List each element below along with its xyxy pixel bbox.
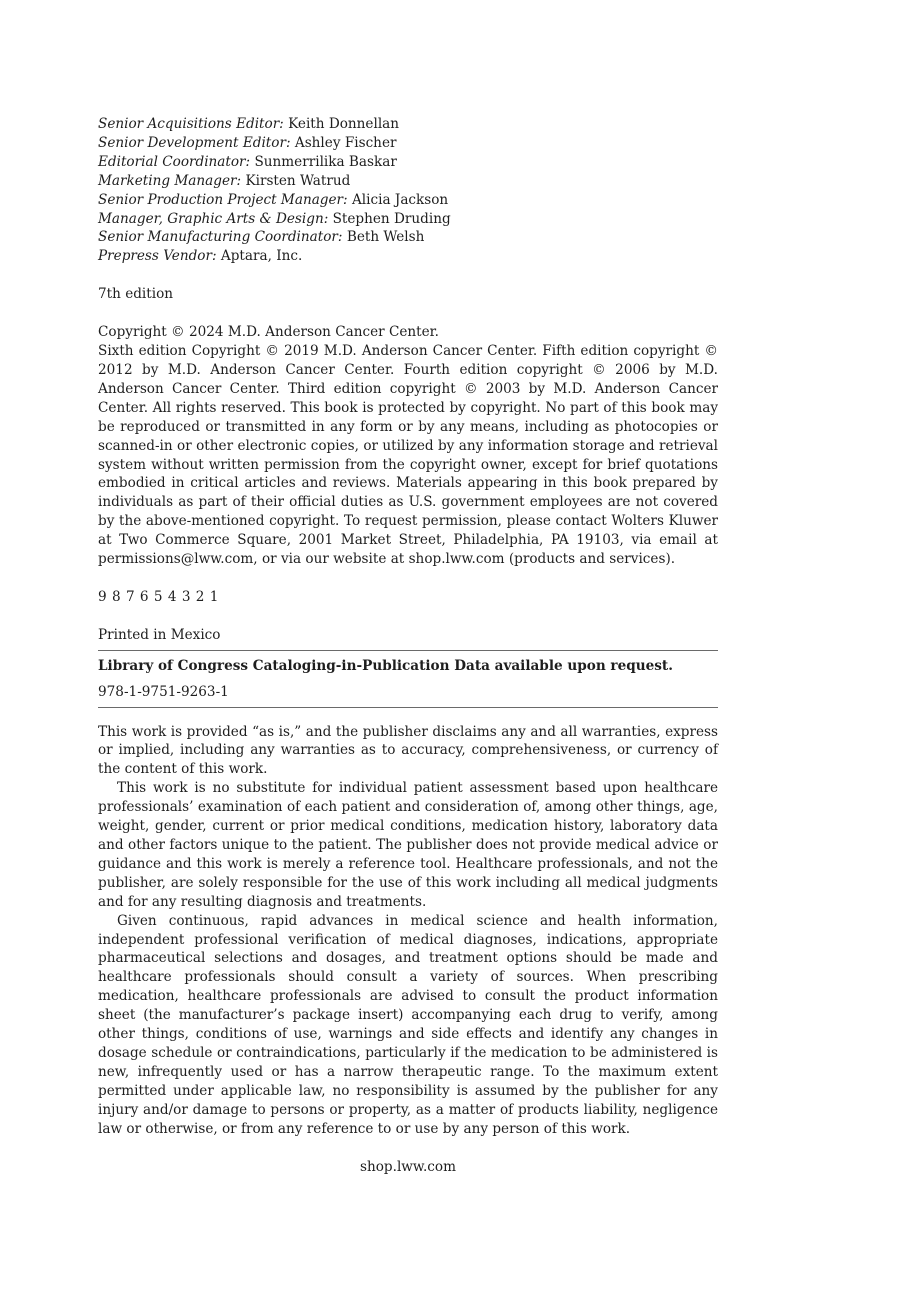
- disclaimer-section: [98, 723, 718, 1139]
- printed-in-line: Printed in Mexico: [98, 626, 221, 643]
- credit-role: Marketing Manager:: [98, 172, 242, 189]
- credit-role: Manager, Graphic Arts & Design:: [98, 210, 329, 227]
- cip-heading: Library of Congress Cataloging-in-Publication Data available upon request.: [98, 657, 673, 674]
- credit-name: Sunmerrilika Baskar: [254, 153, 397, 170]
- credit-row: [98, 172, 718, 191]
- credits-list: [98, 115, 718, 266]
- credit-row: [98, 247, 718, 266]
- credit-name: Aptara, Inc.: [220, 248, 303, 265]
- credit-name: Keith Donnellan: [288, 116, 400, 132]
- credit-row: [98, 191, 718, 210]
- printing-line: 9 8 7 6 5 4 3 2 1: [98, 588, 219, 605]
- credit-name: Alicia Jackson: [351, 191, 449, 208]
- credit-role: Senior Acquisitions Editor:: [98, 116, 284, 132]
- credit-name: Stephen Druding: [332, 210, 451, 227]
- footer-url: shop.lww.com: [360, 1158, 456, 1175]
- copyright-line: Copyright © 2024 M.D. Anderson Cancer Center.: [98, 324, 440, 341]
- credit-role: Senior Production Project Manager:: [98, 191, 348, 208]
- credit-name: Kirsten Watrud: [245, 172, 351, 189]
- edition-line: 7th edition: [98, 286, 174, 303]
- credit-role: Senior Manufacturing Coordinator:: [98, 229, 343, 246]
- rights-paragraph: Sixth edition Copyright © 2019 M.D. Anderson Cancer Center. Fifth edition copyright © 2012 by M.D. Anderson Cancer Center. Fourth edition copyright © 2006 by M.D. Anderson Cancer Center. Third edition copyright © 2003 by M.D. Anderson Cancer Center. All rights reserved. This book is protected by copyright. No part of this book may be reproduced or transmitted in any form or by any means, including as photocopies or scanned-in or other electronic copies, or utilized by any information storage and retrieval system without written permission from the copyright owner, except for brief quotations embodied in critical articles and reviews. Materials appearing in this book prepared by individuals as part of their official duties as U.S. government employees are not covered by the above-mentioned copyright. To request permission, please contact Wolters Kluwer at Two Commerce Square, 2001 Market Street, Philadelphia, PA 19103, via email at permissions@lww.com, or via our website at shop.lww.com (products and services).: [98, 343, 718, 568]
- disclaimer-paragraph: This work is provided “as is,” and the publisher disclaims any and all warranties, express or implied, including any warranties as to accuracy, comprehensiveness, or currency of the content of this work.: [98, 723, 718, 778]
- credit-row: [98, 134, 718, 153]
- page-content: [98, 115, 718, 1176]
- disclaimer-paragraph: Given continuous, rapid advances in medical science and health information, independent professional verification of medical diagnoses, indications, appropriate pharmaceutical selections and dosages, and treatment options should be made and healthcare professionals should consult a variety of sources. When prescribing medication, healthcare professionals are advised to consult the product information sheet (the manufacturer’s package insert) accompanying each drug to verify, among other things, conditions of use, warnings and side effects and identify any changes in dosage schedule or contraindications, particularly if the medication to be administered is new, infrequently used or has a narrow therapeutic range. To the maximum extent permitted under applicable law, no responsibility is assumed by the publisher for any injury and/or damage to persons or property, as a matter of products liability, negligence law or otherwise, or from any reference to or use by any person of this work.: [98, 912, 718, 1137]
- divider-bottom: [98, 707, 718, 708]
- credit-name: Beth Welsh: [346, 229, 425, 246]
- credit-row: [98, 153, 718, 172]
- credit-name: Ashley Fischer: [294, 134, 397, 151]
- credit-role: Editorial Coordinator:: [98, 153, 251, 170]
- credit-role: Prepress Vendor:: [98, 248, 217, 265]
- isbn-line: 978-1-9751-9263-1: [98, 683, 229, 700]
- disclaimer-paragraph: This work is no substitute for individual patient assessment based upon healthcare professionals’ examination of each patient and consideration of, among other things, age, weight, gender, current or prior medical conditions, medication history, laboratory data and other factors unique to the patient. The publisher does not provide medical advice or guidance and this work is merely a reference tool. Healthcare professionals, and not the publisher, are solely responsible for the use of this work including all medical judgments and for any resulting diagnosis and treatments.: [98, 780, 718, 910]
- credit-row: [98, 115, 718, 134]
- credit-role: Senior Development Editor:: [98, 134, 291, 151]
- credit-row: [98, 228, 718, 247]
- credit-row: [98, 210, 718, 229]
